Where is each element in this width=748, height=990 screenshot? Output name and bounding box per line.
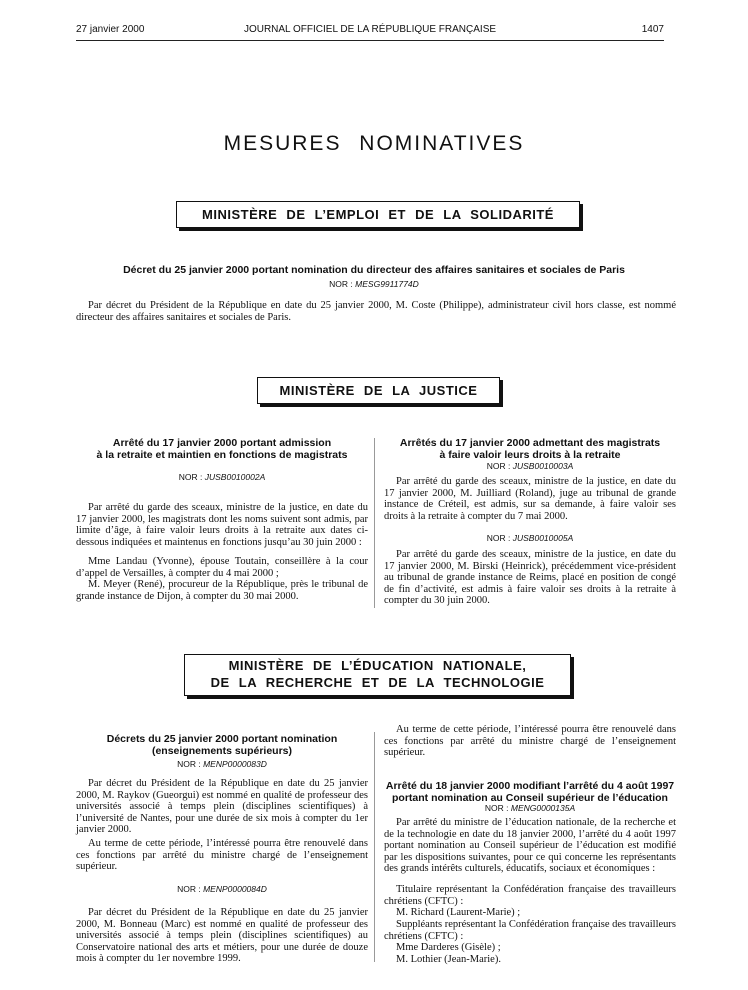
- decree-text: Par décret du Président de la République en date du 25 janvier 2000, M. Coste (Philippe), administrateur civil hors classe, est nommé directeur des affaires sanitaires et sociales de Paris.: [76, 300, 676, 323]
- arrete-text: Par arrêté du garde des sceaux, ministre de la justice, en date du 17 janvier 2000, M. Juilliard (Roland), juge au tribunal de grande instance de Créteil, est admis, sur sa demande, à faire valoir ses droits à la retraite à compter du 7 mai 2000.: [384, 476, 676, 522]
- arrete-text: M. Meyer (René), procureur de la République, près le tribunal de grande instance de Dijon, à compter du 30 mai 2000.: [76, 579, 368, 602]
- arrete-text: Par arrêté du ministre de l’éducation nationale, de la recherche et de la technologie en date du 18 janvier 2000, l’arrêté du 4 août 1997 portant nomination au Conseil supérieur de l’éducation est modifié par les dispositions suivantes, pour ce qui concerne les représentants des grands intérêts culturels, éducatifs, sociaux et économiques :: [384, 817, 676, 874]
- ministry-emploi-box: [176, 201, 580, 228]
- decree-title: Décrets du 25 janvier 2000 portant nomination (enseignements supérieurs): [106, 733, 338, 757]
- ministry-education-name: MINISTÈRE DE L’ÉDUCATION NATIONALE,: [228, 658, 527, 673]
- arrete-text: Mme Landau (Yvonne), épouse Toutain, conseillère à la cour d’appel de Versailles, à compter du 4 mai 2000 ;: [76, 556, 368, 579]
- arrete-title: Arrêtés du 17 janvier 2000 admettant des magistrats à faire valoir leurs droits à la retraite: [399, 437, 661, 461]
- arrete-text: Par arrêté du garde des sceaux, ministre de la justice, en date du 17 janvier 2000, les magistrats dont les noms suivent sont admis, par limite d’âge, à faire valoir leurs droits à la retraite aux dates ci-dessous indiquées et maintenus en fonctions jusqu’au 30 juin 2000 :: [76, 502, 368, 548]
- column-separator: [374, 732, 375, 962]
- ministry-education-box: [184, 654, 571, 696]
- decree-text: Par décret du Président de la République en date du 25 janvier 2000, M. Bonneau (Marc) est nommé en qualité de professeur des universités associé à temps plein (disciplines scientifiques) au Conservatoire national des arts et métiers, pour une durée de douze mois à compter du 1er novembre 1999.: [76, 907, 368, 964]
- page-header: [76, 22, 664, 41]
- decree-text: Au terme de cette période, l’intéressé pourra être renouvelé dans ces fonctions par arrêté du ministre chargé de l’enseignement supérieur.: [76, 838, 368, 872]
- arrete-text: Mme Darderes (Gisèle) ;: [396, 942, 501, 953]
- nor-reference: NOR : JUSB0010002A: [178, 472, 266, 482]
- arrete-title: Arrêté du 18 janvier 2000 modifiant l’arrêté du 4 août 1997 portant nomination au Conseil supérieur de l’éducation: [385, 780, 675, 804]
- decree-title: Décret du 25 janvier 2000 portant nomination du directeur des affaires sanitaires et sociales de Paris: [123, 264, 625, 276]
- page-title: MESURES NOMINATIVES: [223, 132, 525, 155]
- nor-reference: NOR : JUSB0010005A: [486, 533, 574, 543]
- column-separator: [374, 438, 375, 608]
- arrete-text: Suppléants représentant la Confédération française des travailleurs chrétiens (CFTC) :: [384, 919, 676, 942]
- ministry-justice-box: [257, 377, 500, 404]
- nor-reference: NOR : MENP0000083D: [177, 759, 267, 769]
- arrete-text: Par arrêté du garde des sceaux, ministre de la justice, en date du 17 janvier 2000, M. Birski (Heinrick), précédemment vice-président au tribunal de grande instance de Reims, placé en position de congé de fin d’activité, est admis à faire valoir ses droits à la retraite à compter du 30 juin 2000.: [384, 549, 676, 606]
- nor-reference: NOR : MENP0000084D: [177, 884, 267, 894]
- header-journal: JOURNAL OFFICIEL DE LA RÉPUBLIQUE FRANÇAISE: [243, 24, 497, 35]
- nor-reference: NOR : JUSB0010003A: [486, 461, 574, 471]
- ministry-justice-name: MINISTÈRE DE LA JUSTICE: [279, 383, 478, 398]
- arrete-text: Titulaire représentant la Confédération française des travailleurs chrétiens (CFTC) :: [384, 884, 676, 907]
- decree-text: Au terme de cette période, l’intéressé pourra être renouvelé dans ces fonctions par arrêté du ministre chargé de l’enseignement supérieur.: [384, 724, 676, 758]
- arrete-text: M. Richard (Laurent-Marie) ;: [396, 907, 521, 918]
- ministry-emploi-name: MINISTÈRE DE L’EMPLOI ET DE LA SOLIDARITÉ: [202, 207, 554, 222]
- arrete-title: Arrêté du 17 janvier 2000 portant admission à la retraite et maintien en fonctions de magistrats: [96, 437, 348, 461]
- ministry-education-name-line2: DE LA RECHERCHE ET DE LA TECHNOLOGIE: [210, 675, 545, 690]
- nor-reference: NOR : MESG9911774D: [329, 279, 419, 289]
- header-page-number: 1407: [641, 24, 664, 35]
- decree-text: Par décret du Président de la République en date du 25 janvier 2000, M. Raykov (Gueorgui) est nommé en qualité de professeur des universités associé à temps plein (disciplines scientifiques) à l’université de Nantes, pour une durée de six mois à compter du 1er janvier 2000.: [76, 778, 368, 835]
- nor-reference: NOR : MENG0000135A: [484, 803, 576, 813]
- arrete-text: M. Lothier (Jean-Marie).: [396, 954, 501, 965]
- header-date: 27 janvier 2000: [76, 24, 145, 35]
